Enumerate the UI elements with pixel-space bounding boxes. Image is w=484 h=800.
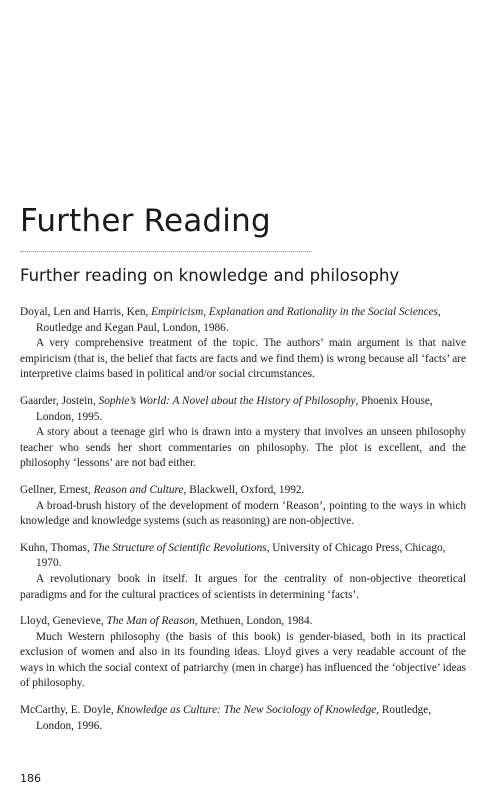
title-divider [20,251,312,252]
reading-list [20,305,466,745]
page-number: 186 [20,772,41,785]
citation [20,703,466,734]
citation [20,483,466,499]
citation-title: Reason and Culture [93,483,184,496]
reading-entry-mccarthy [20,703,466,734]
citation-publication: , Methuen, London, 1984. [194,615,313,628]
citation-publication: , Routledge, London, 1996. [36,704,432,732]
entry-annotation: Much Western philosophy (the basis of this book) is gender-biased, both in its practical exclusion of women and also in its founding ideas. Lloyd gives a very readable account of the ways in which the social context of patriarchy (men in charge) has influenced the ‘objective’ ideas of philosophy. [20,630,466,690]
section-subtitle: Further reading on knowledge and philosophy [20,266,400,285]
citation-title: The Man of Reason [106,615,195,628]
citation-author: Gellner, Ernest, [20,483,94,496]
citation-author: Lloyd, Genevieve, [20,615,107,628]
citation-author: McCarthy, E. Doyle, [20,704,117,717]
entry-annotation: A story about a teenage girl who is drawn into a mystery that involves an unseen philosophy teacher who sends her short commentaries on philosophy. The plot is excellent, and the philosophy ‘lessons’ are not bad either. [20,426,466,470]
citation-publication: , Routledge and Kegan Paul, London, 1986. [36,306,441,334]
reading-entry-kuhn [20,541,466,603]
citation-title: The Structure of Scientific Revolutions [92,541,267,554]
entry-annotation: A broad-brush history of the development of modern ‘Reason’, pointing to the ways in which knowledge and knowledge systems (such as reasoning) are non-objective. [20,499,466,528]
citation-publication: , Blackwell, Oxford, 1992. [183,483,305,496]
reading-entry-doyal [20,305,466,383]
citation [20,394,466,425]
reading-entry-gellner [20,483,466,530]
citation-author: Doyal, Len and Harris, Ken, [20,306,152,318]
citation-title: Sophie’s World: A Novel about the History of Philosophy [98,394,356,407]
entry-annotation: A very comprehensive treatment of the topic. The authors’ main argument is that naive empiricism (that is, the belief that facts are facts and we find them) is wrong because all ‘facts’ are interpretive claims based in political and/or social circumstances. [20,337,466,381]
citation [20,614,466,630]
citation-author: Gaarder, Jostein, [20,394,99,407]
citation-title: Empiricism, Explanation and Rationality in the Social Sciences [151,306,438,318]
reading-entry-lloyd [20,614,466,692]
entry-annotation: A revolutionary book in itself. It argues for the centrality of non-objective theoretical paradigms and for the cultural practices of scientists in determining ‘facts’. [20,572,466,601]
citation-publication: , University of Chicago Press, Chicago, 1970. [36,541,446,570]
citation [20,541,466,572]
citation-publication: , Phoenix House, London, 1995. [36,394,433,423]
citation-author: Kuhn, Thomas, [20,541,93,554]
citation [20,305,466,336]
page-title: Further Reading [20,203,271,239]
reading-entry-gaarder [20,394,466,472]
citation-title: Knowledge as Culture: The New Sociology of Knowledge [116,704,377,717]
